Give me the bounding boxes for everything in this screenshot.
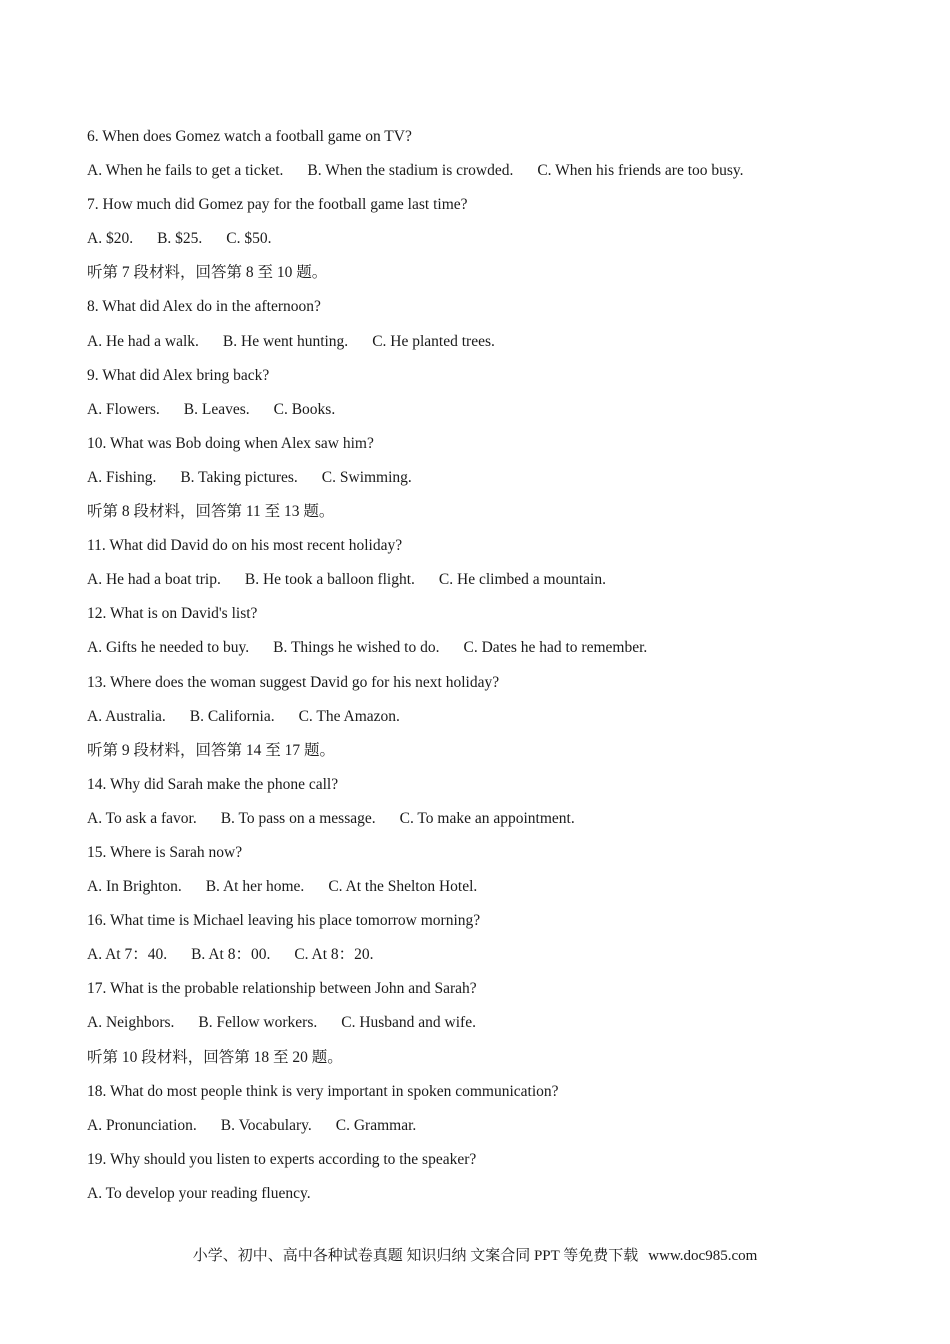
question-text: 11. What did David do on his most recent holiday? bbox=[87, 537, 403, 555]
question-text: 6. When does Gomez watch a football game on TV? bbox=[87, 128, 412, 145]
answer-options bbox=[87, 1012, 887, 1046]
question-text: 13. Where does the woman suggest David go for his next holiday? bbox=[87, 673, 500, 691]
answer-option: A. To ask a favor. bbox=[87, 809, 197, 827]
answer-option: A. In Brighton. bbox=[87, 878, 182, 896]
answer-options bbox=[87, 1115, 887, 1149]
answer-option: B. When the stadium is crowded. bbox=[307, 162, 514, 180]
answer-options bbox=[87, 706, 887, 740]
question-text: 18. What do most people think is very important in spoken communication? bbox=[87, 1082, 559, 1100]
answer-option: A. Neighbors. bbox=[87, 1014, 175, 1032]
answer-option: A. At 7：40. bbox=[87, 946, 168, 964]
question-text: 14. Why did Sarah make the phone call? bbox=[87, 775, 339, 793]
answer-options bbox=[87, 808, 887, 842]
answer-option: A. Flowers. bbox=[87, 400, 160, 418]
question-list bbox=[87, 126, 887, 1217]
answer-option: B. At 8：00. bbox=[191, 946, 271, 964]
question-text: 19. Why should you listen to experts according to the speaker? bbox=[87, 1150, 477, 1168]
answer-option: C. He climbed a mountain. bbox=[438, 571, 606, 589]
answer-option: C. He planted trees. bbox=[372, 332, 495, 350]
question-text: 17. What is the probable relationship between John and Sarah? bbox=[87, 980, 477, 998]
answer-option: A. $20. bbox=[87, 230, 134, 248]
answer-option: B. He took a balloon flight. bbox=[244, 571, 415, 589]
answer-option: A. Fishing. bbox=[87, 468, 157, 486]
answer-options bbox=[87, 399, 887, 433]
section-instruction: 听第 8 段材料，回答第 11 至 13 题。 bbox=[87, 503, 335, 521]
answer-option: B. Fellow workers. bbox=[198, 1014, 318, 1032]
question-text: 9. What did Alex bring back? bbox=[87, 366, 270, 384]
page-footer bbox=[0, 1245, 950, 1267]
answer-option: B. Things he wished to do. bbox=[273, 639, 440, 657]
section-instruction: 听第 10 段材料，回答第 18 至 20 题。 bbox=[87, 1048, 343, 1066]
answer-option: A. To develop your reading fluency. bbox=[87, 1184, 311, 1202]
answer-option: B. Taking pictures. bbox=[180, 468, 298, 486]
footer-website-link[interactable]: www.doc985.com bbox=[648, 1248, 758, 1264]
answer-option: A. Gifts he needed to buy. bbox=[87, 639, 250, 657]
answer-option: C. Swimming. bbox=[321, 468, 412, 486]
answer-options bbox=[87, 944, 887, 978]
answer-option: C. Grammar. bbox=[335, 1116, 417, 1134]
answer-option: C. At the Shelton Hotel. bbox=[328, 878, 478, 896]
answer-option: C. Husband and wife. bbox=[341, 1014, 476, 1032]
answer-option: C. To make an appointment. bbox=[399, 809, 575, 827]
answer-options bbox=[87, 569, 887, 603]
answer-options bbox=[87, 637, 887, 671]
answer-option: B. At her home. bbox=[205, 878, 305, 896]
question-text: 7. How much did Gomez pay for the football game last time? bbox=[87, 196, 468, 214]
answer-options bbox=[87, 228, 887, 262]
answer-option: B. Leaves. bbox=[183, 400, 250, 418]
answer-options bbox=[87, 876, 887, 910]
question-text: 10. What was Bob doing when Alex saw him? bbox=[87, 434, 374, 452]
answer-option: C. Books. bbox=[273, 400, 336, 418]
answer-options bbox=[87, 1183, 887, 1217]
answer-option: C. At 8：20. bbox=[294, 946, 374, 964]
answer-options bbox=[87, 160, 887, 194]
answer-option: B. He went hunting. bbox=[222, 332, 349, 350]
answer-option: A. Pronunciation. bbox=[87, 1116, 197, 1134]
answer-option: A. He had a walk. bbox=[87, 332, 199, 350]
answer-options bbox=[87, 331, 887, 365]
answer-option: C. Dates he had to remember. bbox=[463, 639, 648, 657]
answer-option: A. He had a boat trip. bbox=[87, 571, 221, 589]
question-text: 12. What is on David's list? bbox=[87, 605, 258, 623]
answer-option: C. The Amazon. bbox=[298, 707, 400, 725]
section-instruction: 听第 9 段材料，回答第 14 至 17 题。 bbox=[87, 741, 336, 759]
answer-option: B. California. bbox=[189, 707, 275, 725]
question-text: 15. Where is Sarah now? bbox=[87, 843, 243, 861]
question-text: 16. What time is Michael leaving his place tomorrow morning? bbox=[87, 912, 481, 930]
answer-option: B. Vocabulary. bbox=[220, 1116, 312, 1134]
answer-option: A. Australia. bbox=[87, 707, 166, 725]
question-text: 8. What did Alex do in the afternoon? bbox=[87, 298, 321, 316]
answer-option: B. $25. bbox=[157, 230, 203, 248]
answer-options bbox=[87, 467, 887, 501]
answer-option: B. To pass on a message. bbox=[220, 809, 376, 827]
answer-option: C. $50. bbox=[226, 230, 272, 248]
footer-text: 小学、初中、高中各种试卷真题 知识归纳 文案合同 PPT 等免费下载 bbox=[192, 1248, 639, 1264]
section-instruction: 听第 7 段材料，回答第 8 至 10 题。 bbox=[87, 264, 328, 282]
answer-option: A. When he fails to get a ticket. bbox=[87, 162, 284, 180]
answer-option: C. When his friends are too busy. bbox=[537, 162, 744, 180]
